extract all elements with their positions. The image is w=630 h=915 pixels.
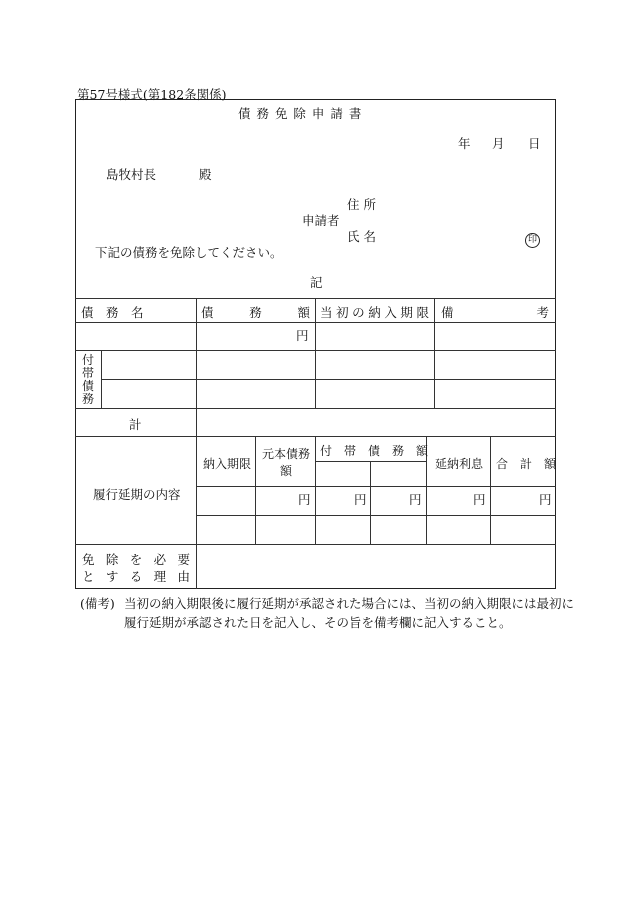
row-line [75,408,556,409]
ext-total-header: 合 計 額 [496,457,557,471]
row-line [101,379,556,380]
header-initial-deadline: 当初の納入期限 [320,305,429,320]
row-line [196,486,556,487]
seal-icon: 印 [525,233,540,248]
reason-label-line2: とする理由 [82,569,190,584]
column-line [101,350,102,408]
addressee-name: 島牧村長 [106,167,157,182]
column-line [315,436,316,544]
header-remarks: 備 考 [441,305,549,320]
yen-unit: 円 [354,492,367,507]
yen-unit: 円 [409,492,422,507]
addressee-honorific: 殿 [199,167,212,182]
ext-principal-header: 元本債務額 [261,447,310,478]
ext-deadline-header: 納入期限 [203,457,252,471]
date-year-label: 年 [458,136,471,151]
yen-unit: 円 [296,328,309,343]
form-number: 第57号様式(第182条関係) [77,87,227,102]
attached-debt-label: 付帯債務 [82,353,95,406]
request-text: 下記の債務を免除してください。 [95,245,283,260]
reason-label-line1: 免除を必要 [82,552,190,567]
date-day-label: 日 [528,136,541,151]
ki-label: 記 [310,275,323,290]
seal-mark [525,227,540,248]
ext-attached-header: 付 帯 債 務 額 [320,444,429,458]
notes-line2: 履行延期が承認された日を記入し、その旨を備考欄に記入すること。 [124,615,512,630]
header-debt-name: 債 務 名 [81,305,144,320]
notes [80,594,574,632]
yen-unit: 円 [298,492,311,507]
yen-unit: 円 [473,492,486,507]
notes-line1: 当初の納入期限後に履行延期が承認された場合には、当初の納入期限には最初に [124,596,575,611]
column-line [255,436,256,544]
ext-late-interest-header: 延納利息 [435,457,484,471]
row-line [196,515,556,516]
notes-label: (備考) [80,596,115,611]
yen-unit: 円 [539,492,552,507]
column-line [196,298,197,589]
form-title: 債 務 免 除 申 請 書 [238,106,363,121]
header-debt-amount: 債 務 額 [201,305,310,320]
applicant-label: 申請者 [302,213,340,228]
column-line [434,298,435,408]
row-line [75,544,556,545]
column-line [490,436,491,544]
applicant-name-label: 氏 名 [347,229,376,244]
column-line [370,461,371,544]
date-month-label: 月 [492,136,505,151]
applicant-address-label: 住 所 [347,197,376,212]
extension-label: 履行延期の内容 [93,487,181,502]
total-label: 計 [129,417,142,432]
column-line [315,298,316,408]
